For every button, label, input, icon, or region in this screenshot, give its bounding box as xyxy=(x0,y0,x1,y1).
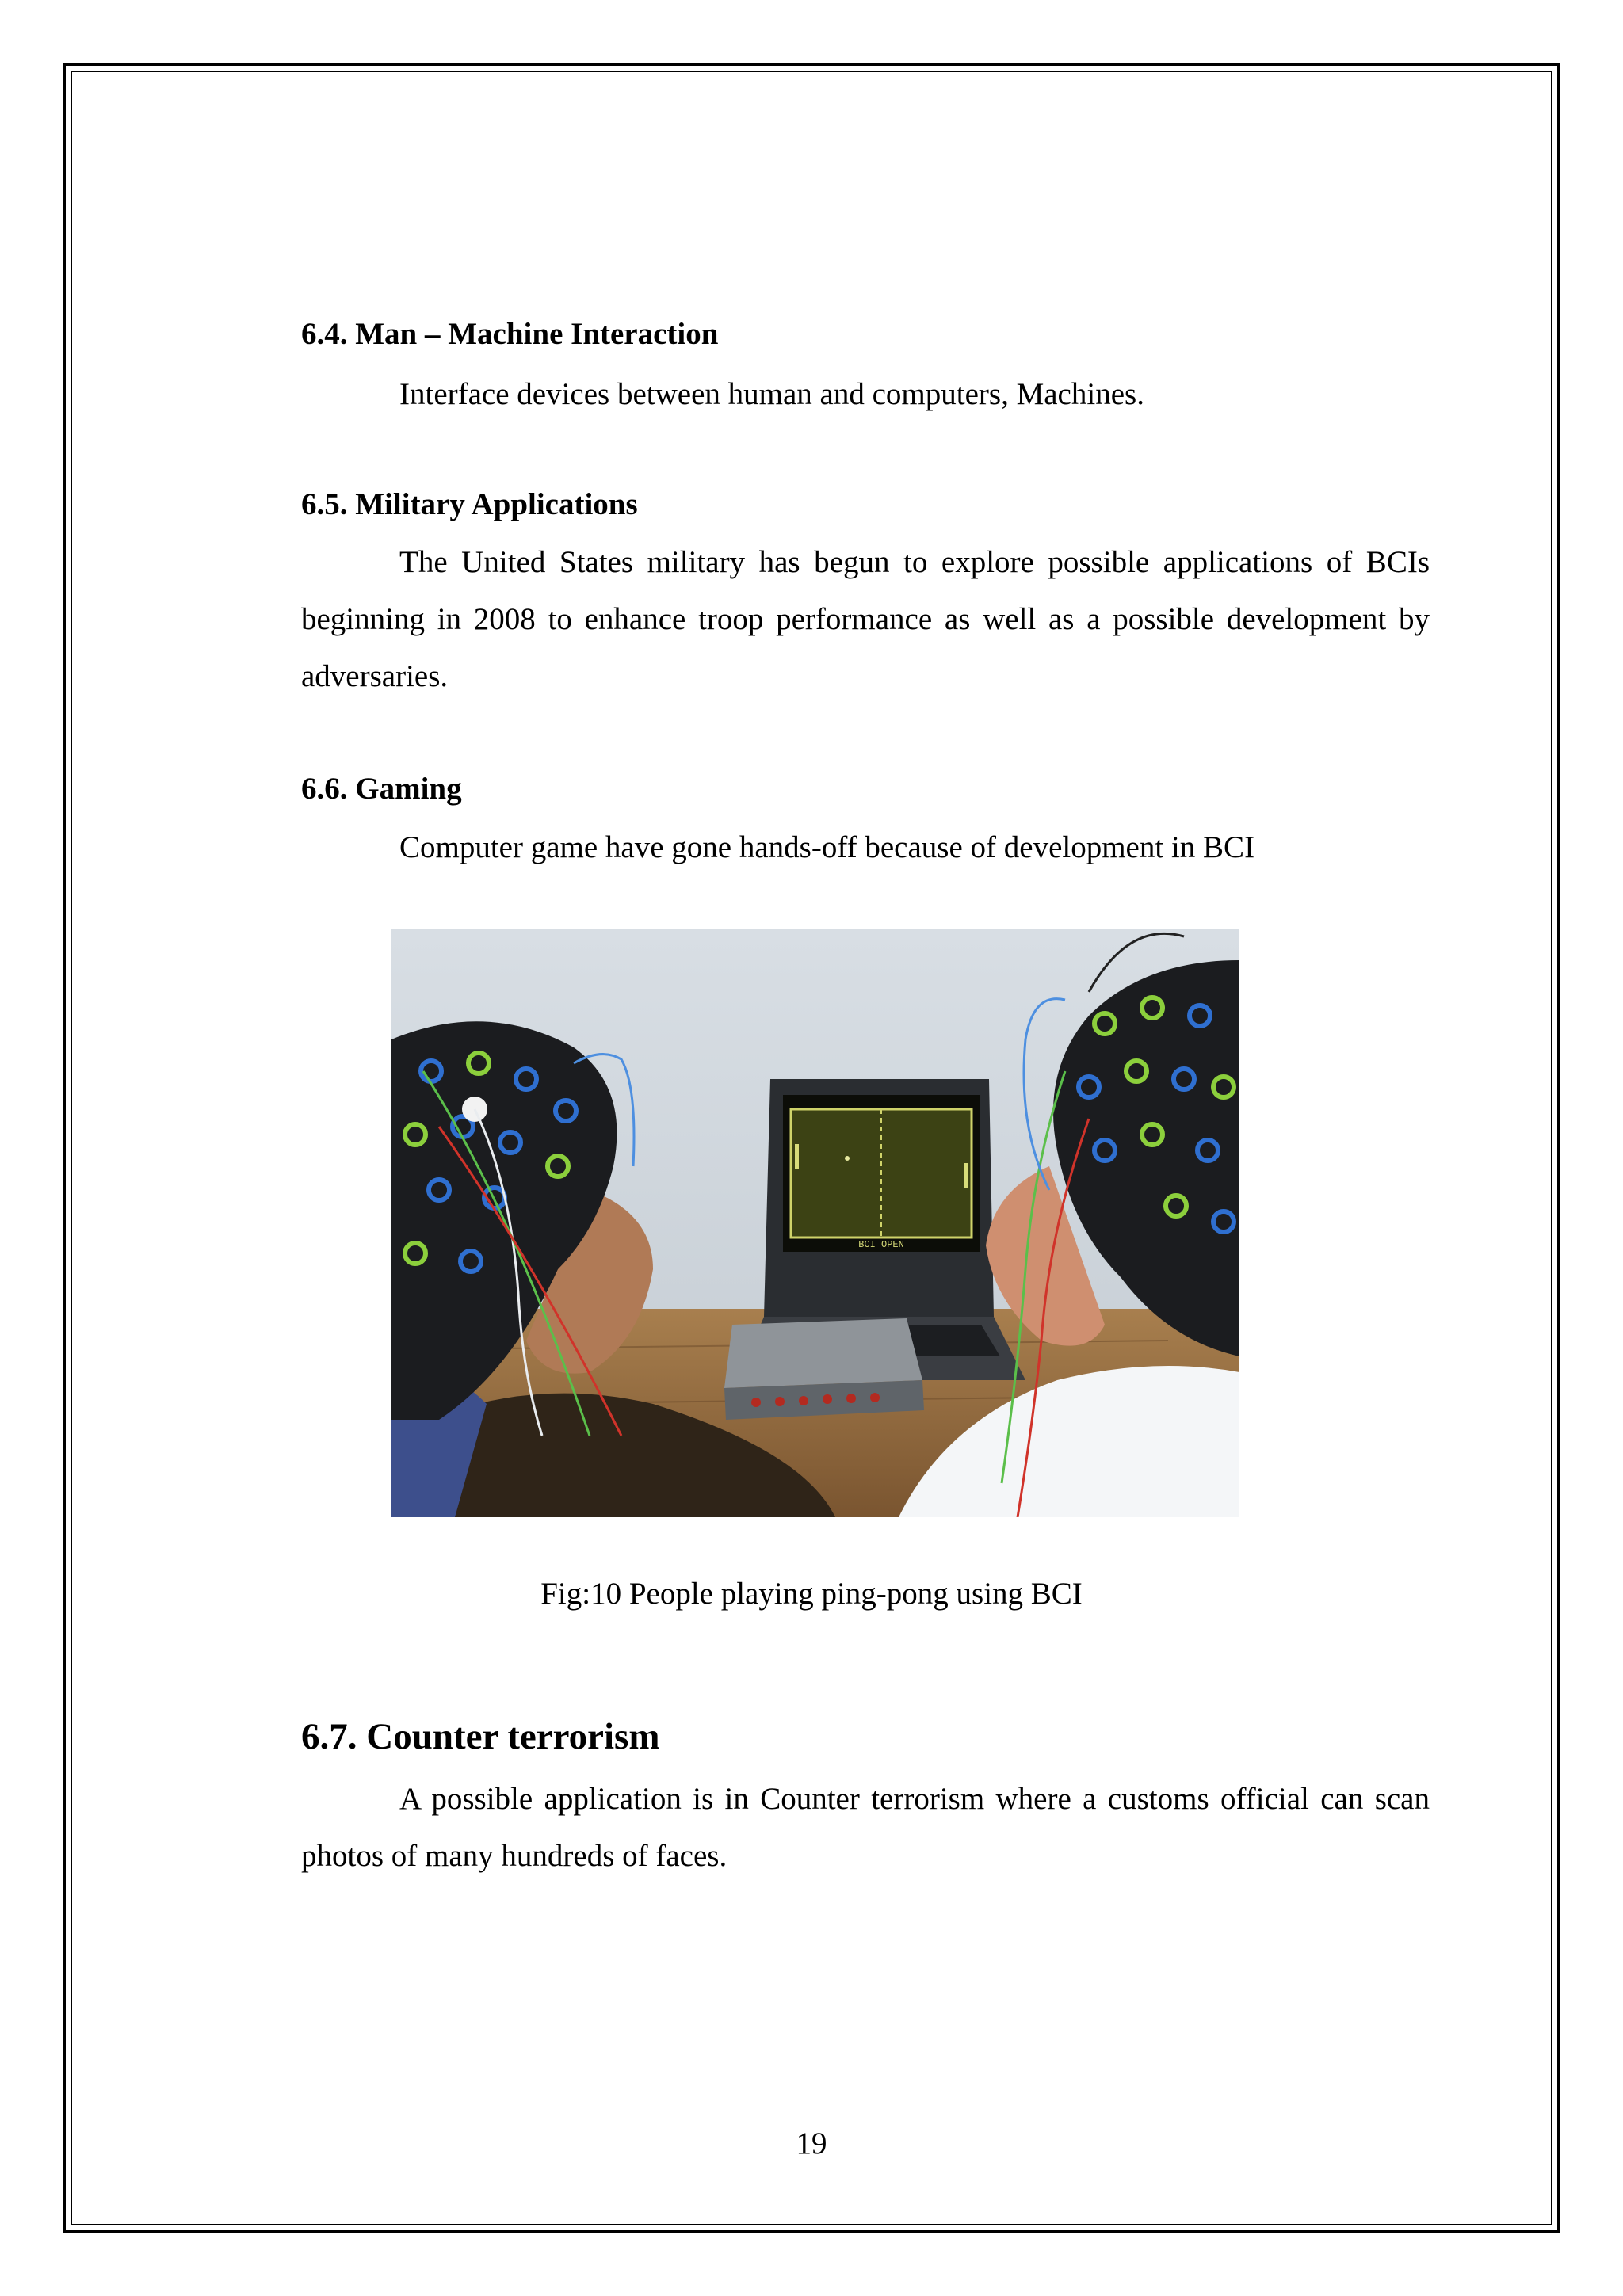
heading-counter-terrorism: 6.7. Counter terrorism xyxy=(301,1716,660,1757)
paragraph-military-applications: The United States military has begun to explore possible applications of BCIs beginning in 2008 to enhance troop performance as well as a possible development by adversaries. xyxy=(301,545,1430,693)
eeg-amplifier-illustration xyxy=(724,1318,924,1420)
page-number: 19 xyxy=(796,2126,827,2161)
figure-caption: Fig:10 People playing ping-pong using BCI xyxy=(540,1577,1083,1611)
paragraph-man-machine-interaction: Interface devices between human and computers, Machines. xyxy=(399,377,1144,411)
paragraph-gaming: Computer game have gone hands-off because of development in BCI xyxy=(399,830,1255,864)
heading-man-machine-interaction: 6.4. Man – Machine Interaction xyxy=(301,317,719,351)
heading-gaming: 6.6. Gaming xyxy=(301,772,462,806)
heading-military-applications: 6.5. Military Applications xyxy=(301,487,638,521)
figure-bci-ping-pong-photo xyxy=(391,929,1239,1517)
laptop-screen-label: BCI OPEN xyxy=(858,1239,904,1250)
paragraph-counter-terrorism: A possible application is in Counter terrorism where a customs official can scan photos of many hundreds of faces. xyxy=(301,1782,1430,1873)
